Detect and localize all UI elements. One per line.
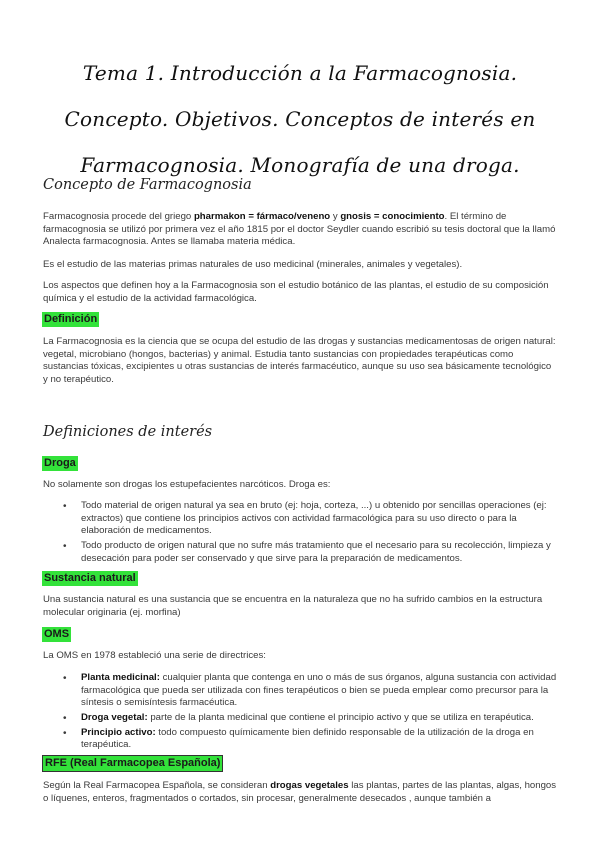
definition-text: parte de la planta medicinal que contiene el principio activo y que se utiliza en terapéutica. xyxy=(147,711,534,723)
etymology-text-2: y xyxy=(330,211,341,222)
paragraph-droga-intro: No solamente son drogas los estupefacientes narcóticos. Droga es: xyxy=(43,479,331,490)
rfe-text-1: Según la Real Farmacopea Española, se consideran xyxy=(43,780,271,791)
label-rfe: RFE (Real Farmacopea Española) xyxy=(42,755,223,772)
definition-text: cualquier planta que contenga en uno o más de sus órganos, alguna sustancia con actividad farmacológica que pueda ser utilizada con fines terapéuticos o bien se pueda emplear como precursor para la síntesis o semisíntesis farmacéutica. xyxy=(81,672,557,709)
label-definicion: Definición xyxy=(44,313,98,325)
paragraph-materias-primas: Es el estudio de las materias primas naturales de uso medicinal (minerales, animales y vegetales). xyxy=(43,259,463,270)
label-oms: OMS xyxy=(44,628,70,640)
etymology-bold-gnosis: gnosis = conocimiento xyxy=(340,211,445,222)
rfe-bold-drogas-vegetales: drogas vegetales xyxy=(270,780,349,791)
term-principio-activo: Principio activo: xyxy=(81,726,156,738)
paragraph-sustancia-natural: Una sustancia natural es una sustancia que se encuentra en la naturaleza que no ha sufrido cambios en la estructura molecular originaria (ej. morfina) xyxy=(43,594,543,618)
label-droga: Droga xyxy=(44,457,76,469)
paragraph-rfe xyxy=(43,780,557,805)
list-item xyxy=(81,712,557,725)
list-item xyxy=(81,727,557,752)
section-heading-concepto: Concepto de Farmacognosia xyxy=(43,177,252,193)
list-item: • Todo producto de origen natural que no sufre más tratamiento que el necesario para su recolección, limpieza y desecación para poder ser conservado y que sirve para la preparación de medicamentos. xyxy=(81,540,557,565)
list-droga xyxy=(43,500,557,567)
list-oms xyxy=(43,672,557,754)
paragraph-aspectos: Los aspectos que definen hoy a la Farmacognosia son el estudio botánico de las plantas, el estudio de su composición química y el estudio de la actividad farmacológica. xyxy=(43,280,549,304)
list-item xyxy=(81,672,557,710)
label-sustancia-natural: Sustancia natural xyxy=(44,572,136,584)
paragraph-etymology xyxy=(43,211,557,249)
term-droga-vegetal: Droga vegetal: xyxy=(81,711,148,723)
etymology-text-3: . El término de farmacognosia se utilizó por primera vez el año 1815 por el doctor Seydler cuando escribió su tesis doctoral que la llamó Analecta farmacognosia. Antes se llamaba materia médica. xyxy=(43,211,556,248)
definition-text: todo compuesto químicamente bien definido responsable de la utilización de la droga en terapéutica. xyxy=(81,726,534,751)
rfe-text-2: las plantas, partes de las plantas, algas, hongos o líquenes, enteros, fragmentados o cortados, sin procesar, generalmente desecados , aunque también a xyxy=(43,780,557,804)
list-item: • Todo material de origen natural ya sea en bruto (ej: hoja, corteza, ...) u obtenido por sencillas operaciones (ej: extractos) que contiene los principios activos con actividad farmacológica para su uso directo o para la elaboración de medicamentos. xyxy=(81,500,557,538)
paragraph-definicion: La Farmacognosia es la ciencia que se ocupa del estudio de las drogas y sustancias medicamentosas de origen natural: vegetal, microbiano (hongos, bacterias) y animal. Estudia tanto sustancias con propiedades terapéuticas como sustancias tóxicas, excipientes u otras sustancias de interés farmacéutico, aunque su uso sea básicamente tecnológico y no terapéutico. xyxy=(43,336,556,385)
term-planta-medicinal: Planta medicinal: xyxy=(81,672,160,683)
document-title: Tema 1. Introducción a la Farmacognosia. Concepto. Objetivos. Conceptos de interés en Farmacognosia. Monografía de una droga. xyxy=(64,61,536,177)
etymology-text-1: Farmacognosia procede del griego xyxy=(43,211,194,222)
paragraph-oms-intro: La OMS en 1978 estableció una serie de directrices: xyxy=(43,650,266,661)
etymology-bold-pharmakon: pharmakon = fármaco/veneno xyxy=(193,211,331,222)
section-heading-definiciones: Definiciones de interés xyxy=(43,424,213,440)
